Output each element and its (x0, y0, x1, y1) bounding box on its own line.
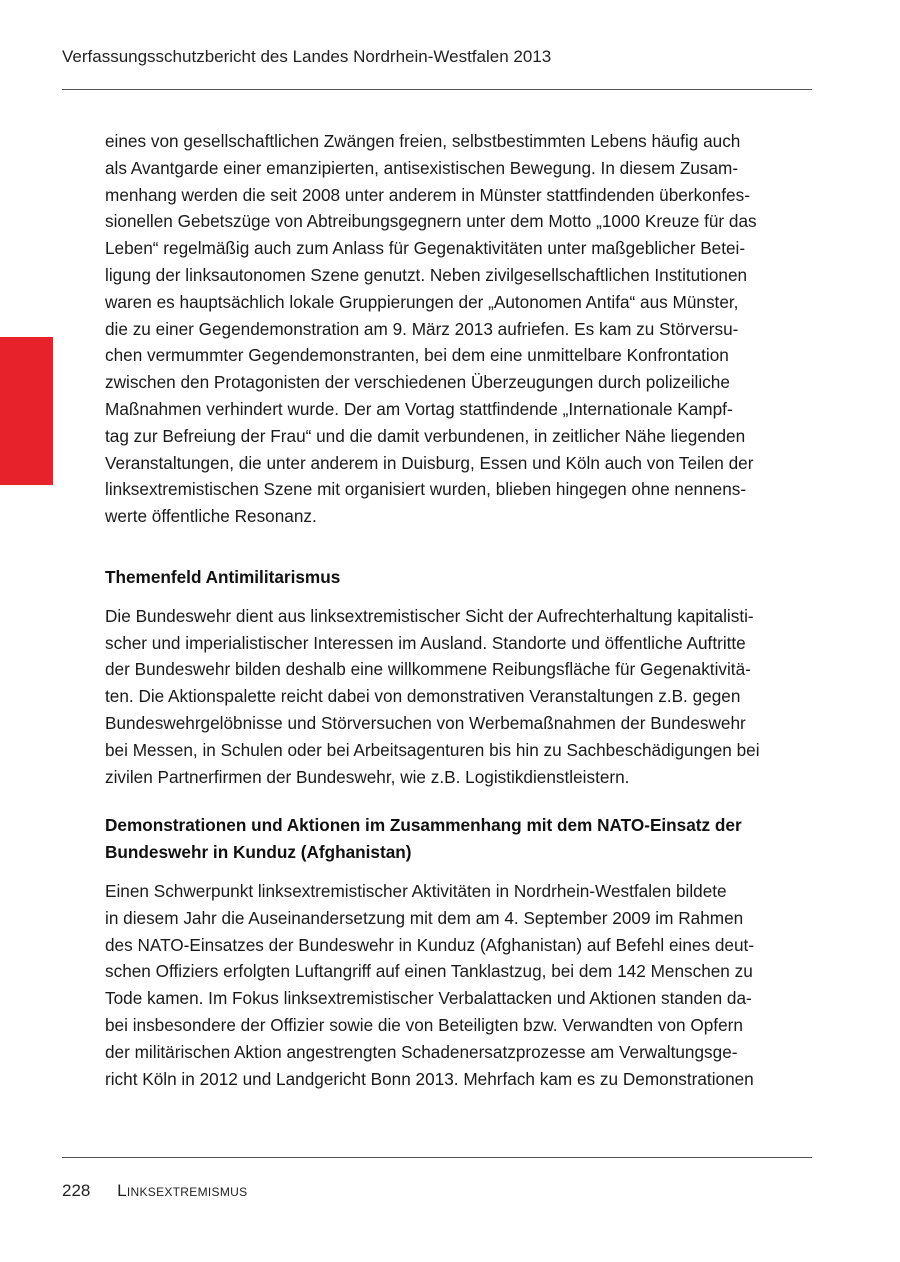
paragraph-line: Leben“ regelmäßig auch zum Anlass für Gegenaktivitäten unter maßgeblicher Betei- (105, 238, 746, 259)
paragraph-line: eines von gesellschaftlichen Zwängen freien, selbstbestimmten Lebens häufig auch (105, 131, 741, 151)
paragraph-line: als Avantgarde einer emanzipierten, antisexistischen Bewegung. In diesem Zusam- (105, 157, 739, 178)
paragraph-line: tag zur Befreiung der Frau“ und die damit verbundenen, in zeitlicher Nähe liegenden (105, 425, 746, 446)
paragraph-line: sionellen Gebetszüge von Abtreibungsgegnern unter dem Motto „1000 Kreuze für das (105, 211, 757, 232)
heading-line: Demonstrationen und Aktionen im Zusammenhang mit dem NATO-Einsatz der (105, 815, 742, 836)
paragraph-line: der Bundeswehr bilden deshalb eine willkommene Reibungsfläche für Gegenaktivitä- (105, 659, 751, 680)
paragraph-line: zivilen Partnerfirmen der Bundeswehr, wie z.B. Logistikdienstleistern. (105, 766, 630, 787)
section-heading-kunduz (105, 812, 813, 866)
paragraph-line: Tode kamen. Im Fokus linksextremistischer Verbalattacken und Aktionen standen da- (105, 988, 752, 1009)
section-title: Linksextremismus (117, 1181, 248, 1200)
paragraph-kunduz (105, 878, 813, 1092)
paragraph-line: richt Köln in 2012 und Landgericht Bonn 2013. Mehrfach kam es zu Demonstrationen (105, 1068, 754, 1089)
paragraph-line: bei insbesondere der Offizier sowie die von Beteiligten bzw. Verwandten von Opfern (105, 1014, 743, 1035)
running-header: Verfassungsschutzbericht des Landes Nordrhein-Westfalen 2013 (62, 47, 552, 66)
section-heading-antimilitarismus: Themenfeld Antimilitarismus (105, 566, 341, 587)
paragraph-line: Einen Schwerpunkt linksextremistischer Aktivitäten in Nordrhein-Westfalen bildete (105, 880, 727, 901)
paragraph-line: Bundeswehrgelöbnisse und Störversuchen von Werbemaßnahmen der Bundeswehr (105, 712, 746, 733)
paragraph-line: schen Offiziers erfolgten Luftangriff auf einen Tanklastzug, bei dem 142 Menschen zu (105, 961, 753, 982)
page-number: 228 (62, 1181, 91, 1200)
main-content (105, 128, 813, 1092)
paragraph-line: waren es hauptsächlich lokale Gruppierungen der „Autonomen Antifa“ aus Münster, (105, 291, 739, 312)
paragraph-line: Veranstaltungen, die unter anderem in Duisburg, Essen und Köln auch von Teilen der (105, 452, 754, 473)
paragraph-line: Die Bundeswehr dient aus linksextremistischer Sicht der Aufrechterhaltung kapitalisti- (105, 605, 754, 626)
paragraph-line: linksextremistischen Szene mit organisiert wurden, blieben hingegen ohne nennens- (105, 479, 747, 500)
paragraph-line: ligung der linksautonomen Szene genutzt. Neben zivilgesellschaftlichen Institutionen (105, 264, 748, 285)
paragraph-line: scher und imperialistischer Interessen im Ausland. Standorte und öffentliche Auftritte (105, 632, 746, 653)
paragraph-line: menhang werden die seit 2008 unter anderem in Münster stattfindenden überkonfes- (105, 184, 750, 205)
footer-rule (62, 1157, 812, 1158)
paragraph-line: der militärischen Aktion angestrengten Schadenersatzprozesse am Verwaltungsge- (105, 1041, 738, 1062)
paragraph-line: werte öffentliche Resonanz. (105, 506, 317, 527)
paragraph-line: ten. Die Aktionspalette reicht dabei von demonstrativen Veranstaltungen z.B. gegen (105, 686, 741, 707)
paragraph-line: in diesem Jahr die Auseinandersetzung mit dem am 4. September 2009 im Rahmen (105, 907, 744, 928)
paragraph-line: chen vermummter Gegendemonstranten, bei dem eine unmittelbare Konfrontation (105, 345, 729, 366)
chapter-margin-tab (0, 337, 53, 485)
paragraph-carryover (105, 128, 813, 530)
paragraph-antimilitarismus (105, 603, 813, 791)
heading-line: Bundeswehr in Kunduz (Afghanistan) (105, 842, 412, 863)
running-footer (62, 1180, 247, 1202)
paragraph-line: Maßnahmen verhindert wurde. Der am Vortag stattfindende „Internationale Kampf- (105, 398, 733, 419)
header-rule (62, 89, 812, 90)
paragraph-line: des NATO-Einsatzes der Bundeswehr in Kunduz (Afghanistan) auf Befehl eines deut- (105, 934, 755, 955)
paragraph-line: bei Messen, in Schulen oder bei Arbeitsagenturen bis hin zu Sachbeschädigungen bei (105, 739, 760, 760)
paragraph-line: die zu einer Gegendemonstration am 9. März 2013 aufriefen. Es kam zu Störversu- (105, 318, 739, 339)
paragraph-line: zwischen den Protagonisten der verschiedenen Überzeugungen durch polizeiliche (105, 372, 730, 393)
